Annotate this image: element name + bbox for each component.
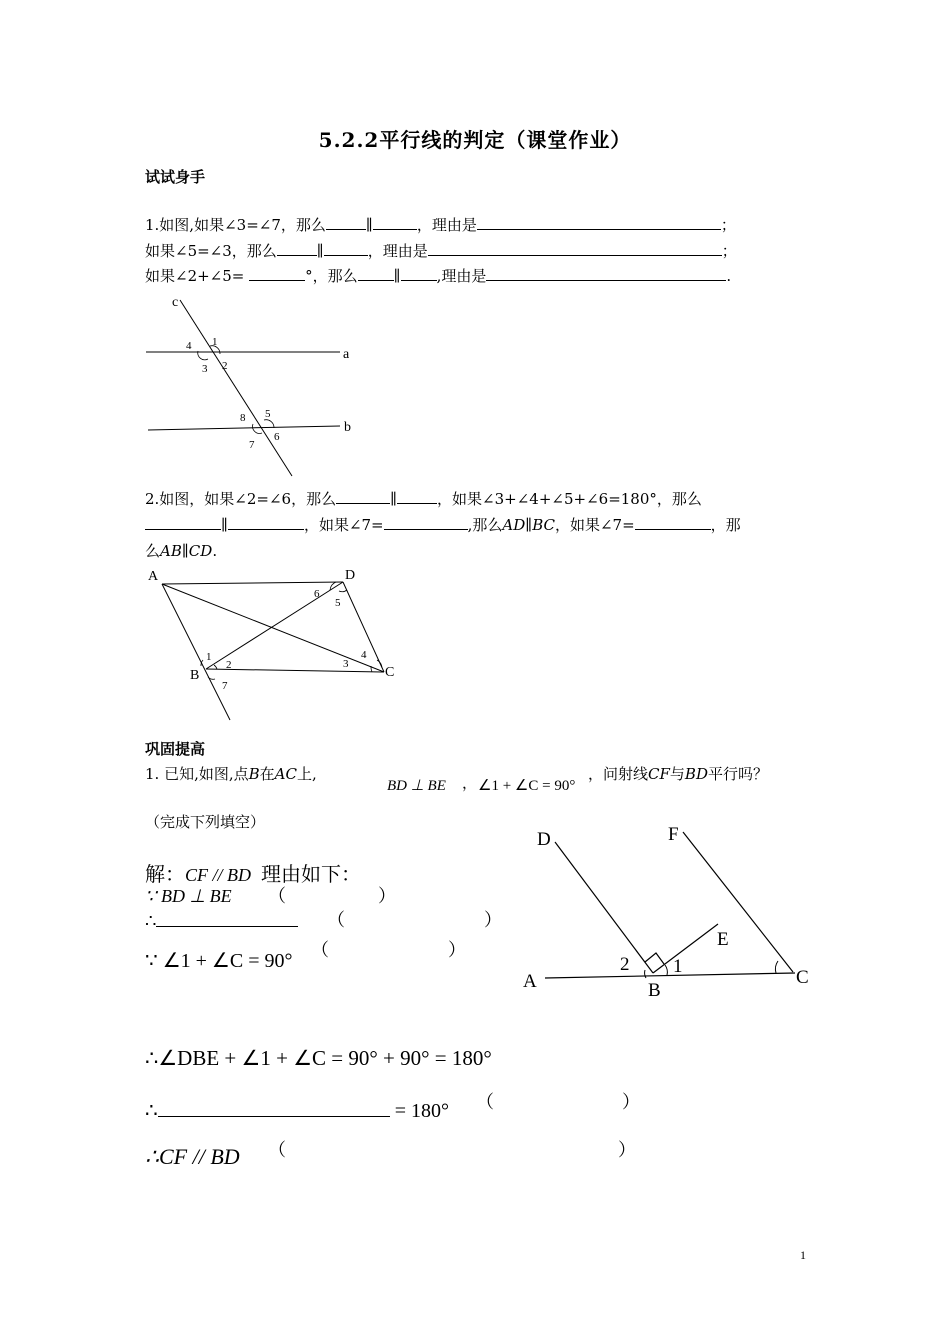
q1-text: ； bbox=[721, 242, 737, 260]
solution-text: = 180° bbox=[394, 1100, 450, 1122]
blank[interactable] bbox=[228, 515, 304, 530]
point-label-f: F bbox=[668, 824, 679, 845]
q2-line2 bbox=[145, 514, 741, 535]
q3-text: 在 bbox=[259, 765, 275, 783]
q3-text: 1. 已知,如图,点 bbox=[145, 765, 249, 783]
parallel-sign: ∥ bbox=[221, 516, 228, 534]
angle-label-4: 4 bbox=[361, 649, 367, 661]
page-title: 5.2.2平行线的判定（课堂作业） bbox=[318, 128, 632, 152]
figure-quadrilateral bbox=[140, 562, 410, 724]
angle-label-7: 7 bbox=[249, 439, 255, 451]
q1-text: 1.如图,如果∠3=∠7，那么 bbox=[145, 216, 326, 234]
reason-open-paren: （ bbox=[311, 940, 329, 960]
blank[interactable] bbox=[384, 515, 468, 530]
q3-hint: （完成下列填空） bbox=[145, 813, 266, 831]
q3-text: CF bbox=[648, 765, 670, 783]
solution-line7: ∴CF // BD bbox=[145, 1144, 240, 1169]
reason-open-paren: （ bbox=[268, 886, 286, 906]
solution-text: 理由如下： bbox=[261, 864, 361, 886]
line-label-b: b bbox=[344, 420, 351, 435]
blank[interactable] bbox=[324, 241, 368, 256]
vertex-label-d: D bbox=[345, 568, 356, 583]
solution-line5: ∴∠DBE + ∠1 + ∠C = 90° + 90° = 180° bbox=[145, 1046, 492, 1070]
q1-text: ，理由是 bbox=[416, 216, 477, 234]
blank[interactable] bbox=[277, 241, 317, 256]
reason-open-paren: （ bbox=[476, 1092, 494, 1112]
solution-line2: ∵ BD ⊥ BE bbox=[145, 886, 232, 906]
blank[interactable] bbox=[397, 489, 437, 504]
q1-line3 bbox=[145, 265, 731, 286]
line-label-c: c bbox=[172, 295, 179, 310]
solution-text: ∴ bbox=[145, 911, 157, 931]
blank[interactable] bbox=[477, 215, 721, 230]
blank[interactable] bbox=[428, 241, 722, 256]
parallel-sign: ∥ bbox=[393, 267, 401, 285]
line-label-a: a bbox=[343, 347, 350, 362]
q2-text: ,那么 bbox=[467, 516, 503, 534]
angle-label-2: 2 bbox=[226, 659, 232, 671]
blank[interactable] bbox=[145, 515, 221, 530]
q2-text: . bbox=[212, 542, 218, 560]
angle-label-5: 5 bbox=[265, 408, 271, 420]
angle-label-8: 8 bbox=[240, 412, 246, 424]
q2-text: 么 bbox=[145, 542, 161, 560]
q2-text: ，如果∠7= bbox=[554, 516, 635, 534]
blank[interactable] bbox=[358, 266, 394, 281]
figure-rays-perpendicular bbox=[515, 815, 820, 1005]
reason-close-paren: ） bbox=[448, 940, 466, 960]
angle-label-7: 7 bbox=[222, 680, 228, 692]
blank[interactable] bbox=[401, 266, 437, 281]
reason-close-paren: ） bbox=[378, 886, 396, 906]
q2-line1 bbox=[145, 488, 702, 509]
angle-label-3: 3 bbox=[202, 363, 208, 375]
angle-label-6: 6 bbox=[274, 431, 280, 443]
blank[interactable] bbox=[486, 266, 726, 281]
q2-text: ，如果∠7= bbox=[303, 516, 384, 534]
point-label-a: A bbox=[523, 971, 537, 992]
angle-label-3: 3 bbox=[343, 658, 349, 670]
q3-text: B bbox=[248, 765, 260, 783]
q3-text: 平行吗？ bbox=[707, 765, 768, 783]
angle-label-4: 4 bbox=[186, 340, 192, 352]
solution-line1 bbox=[145, 858, 361, 887]
solution-line3 bbox=[145, 910, 298, 932]
q2-text: ，那 bbox=[710, 516, 741, 534]
parallel-sign: ∥ bbox=[316, 242, 324, 260]
solution-line4: ∵ ∠1 + ∠C = 90° bbox=[145, 950, 293, 972]
q2-line3 bbox=[145, 540, 217, 561]
angle-label-5: 5 bbox=[335, 597, 341, 609]
point-label-d: D bbox=[537, 829, 551, 850]
q2-text: 2.如图，如果∠2=∠6，那么 bbox=[145, 490, 337, 508]
q1-text: 如果∠5=∠3，那么 bbox=[145, 242, 277, 260]
q3-text: AC bbox=[274, 765, 297, 783]
reason-close-paren: ） bbox=[484, 910, 502, 930]
blank[interactable] bbox=[635, 515, 711, 530]
q3-line1-end bbox=[588, 763, 768, 784]
blank[interactable] bbox=[249, 266, 305, 281]
q1-text: . bbox=[726, 267, 732, 285]
q1-text: °，那么 bbox=[305, 267, 358, 285]
page-number: 1 bbox=[800, 1248, 806, 1262]
q2-text-ad-bc: AD∥BC bbox=[502, 516, 555, 534]
reason-close-paren: ） bbox=[618, 1140, 636, 1160]
section-heading-try: 试试身手 bbox=[145, 168, 206, 186]
reason-open-paren: （ bbox=[327, 910, 345, 930]
vertex-label-c: C bbox=[385, 665, 395, 680]
q3-text: ，问射线 bbox=[588, 765, 649, 783]
solution-text: 解： bbox=[145, 864, 185, 886]
q2-text: ，如果∠3+∠4+∠5+∠6=180°，那么 bbox=[437, 490, 702, 508]
q3-text: 与 bbox=[669, 765, 685, 783]
point-label-c: C bbox=[796, 967, 809, 988]
angle-label-6: 6 bbox=[314, 588, 320, 600]
solution-text: CF // BD bbox=[185, 865, 251, 885]
q3-line1 bbox=[145, 763, 317, 784]
q1-line1 bbox=[145, 214, 736, 235]
solution-text: ∴ bbox=[145, 1100, 158, 1122]
section-heading-consolidate: 巩固提高 bbox=[145, 740, 206, 758]
angle-label-1: 1 bbox=[206, 651, 212, 663]
reason-close-paren: ） bbox=[622, 1092, 640, 1112]
q2-text-ab-cd: AB∥CD bbox=[160, 542, 213, 560]
vertex-label-b: B bbox=[190, 668, 200, 683]
angle-label-1: 1 bbox=[212, 336, 218, 348]
q1-text: 如果∠2+∠5= bbox=[145, 267, 245, 285]
blank[interactable] bbox=[336, 489, 390, 504]
q1-text: ,理由是 bbox=[436, 267, 487, 285]
blank[interactable] bbox=[156, 910, 298, 927]
blank[interactable] bbox=[158, 1100, 390, 1117]
figure-parallel-lines-transversal bbox=[140, 288, 380, 488]
q3-condition-perpendicular: BD ⊥ BE bbox=[387, 778, 446, 794]
q3-text: BD bbox=[684, 765, 708, 783]
vertex-label-a: A bbox=[148, 569, 159, 584]
point-label-b: B bbox=[648, 980, 661, 1001]
angle-label-1: 1 bbox=[673, 956, 683, 977]
q1-text: ，理由是 bbox=[367, 242, 428, 260]
q3-text: 上, bbox=[296, 765, 317, 783]
angle-label-2: 2 bbox=[620, 954, 630, 975]
solution-line6 bbox=[145, 1098, 449, 1123]
blank[interactable] bbox=[326, 215, 366, 230]
point-label-e: E bbox=[717, 929, 729, 950]
blank[interactable] bbox=[373, 215, 417, 230]
q1-text: ； bbox=[720, 216, 736, 234]
q3-condition-angle-sum: ∠1 + ∠C = 90° bbox=[478, 778, 576, 794]
reason-open-paren: （ bbox=[268, 1140, 286, 1160]
angle-label-2: 2 bbox=[222, 360, 228, 372]
q3-comma: ， bbox=[462, 774, 478, 792]
parallel-sign: ∥ bbox=[365, 216, 373, 234]
parallel-sign: ∥ bbox=[390, 490, 398, 508]
q1-line2 bbox=[145, 240, 737, 261]
